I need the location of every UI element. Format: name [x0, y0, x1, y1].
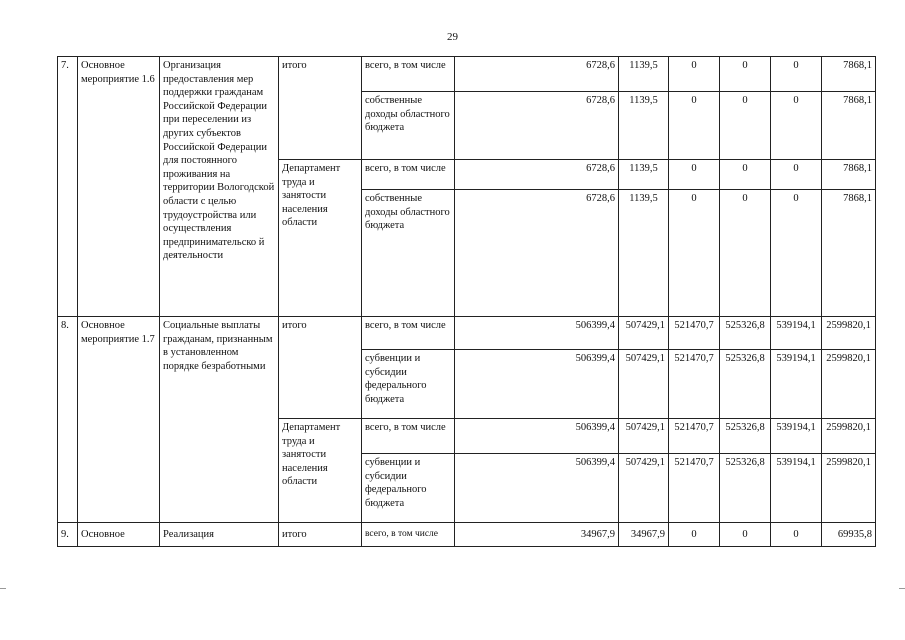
value-cell: 0: [720, 160, 771, 190]
value-cell: 34967,9: [455, 523, 619, 547]
value-cell: 539194,1: [771, 419, 822, 454]
value-cell: 2599820,1: [822, 317, 876, 350]
budget-table: [57, 56, 876, 547]
table-row: [58, 523, 876, 547]
value-cell: 0: [720, 57, 771, 92]
value-cell: 0: [669, 57, 720, 92]
value-cell: 507429,1: [619, 419, 669, 454]
value-cell: 525326,8: [720, 350, 771, 419]
value-cell: 507429,1: [619, 454, 669, 523]
value-cell: 521470,7: [669, 317, 720, 350]
value-cell: 0: [720, 523, 771, 547]
page-edge-mark: [899, 588, 905, 589]
page-number: 29: [447, 31, 458, 43]
value-cell: 6728,6: [455, 190, 619, 317]
value-cell: 7868,1: [822, 92, 876, 160]
table-row: [58, 57, 876, 92]
value-cell: 539194,1: [771, 350, 822, 419]
table-row: [58, 317, 876, 350]
measure-name: Основное мероприятие 1.6: [78, 57, 160, 317]
value-cell: 506399,4: [455, 317, 619, 350]
value-cell: 507429,1: [619, 350, 669, 419]
value-cell: 525326,8: [720, 454, 771, 523]
measure-description: Социальные выплаты гражданам, признанным в установленном порядке безработными: [160, 317, 279, 523]
responsible-department: Департамент труда и занятости населения области: [279, 419, 362, 523]
responsible-total: итого: [279, 317, 362, 419]
value-cell: 7868,1: [822, 190, 876, 317]
page-edge-mark: [0, 588, 6, 589]
value-cell: 1139,5: [619, 92, 669, 160]
funding-source: собственные доходы областного бюджета: [362, 190, 455, 317]
funding-source: собственные доходы областного бюджета: [362, 92, 455, 160]
value-cell: 6728,6: [455, 92, 619, 160]
value-cell: 1139,5: [619, 190, 669, 317]
responsible-total: итого: [279, 57, 362, 160]
value-cell: 0: [771, 57, 822, 92]
value-cell: 0: [669, 523, 720, 547]
value-cell: 0: [720, 190, 771, 317]
value-cell: 0: [771, 160, 822, 190]
funding-source: всего, в том числе: [362, 160, 455, 190]
value-cell: 521470,7: [669, 350, 720, 419]
value-cell: 0: [720, 92, 771, 160]
measure-description: Организация предоставления мер поддержки гражданам Российской Федерации при переселении из других субъектов Российской Федерации для постоянного проживания на территории Вологодской области с целью трудоустройства или осуществления предпринимательско й деятельности: [160, 57, 279, 317]
value-cell: 6728,6: [455, 57, 619, 92]
value-cell: 506399,4: [455, 454, 619, 523]
value-cell: 0: [669, 160, 720, 190]
funding-source: всего, в том числе: [362, 57, 455, 92]
funding-source: всего, в том числе: [362, 317, 455, 350]
value-cell: 539194,1: [771, 317, 822, 350]
value-cell: 0: [771, 190, 822, 317]
value-cell: 2599820,1: [822, 350, 876, 419]
row-number: 8.: [58, 317, 78, 523]
value-cell: 7868,1: [822, 57, 876, 92]
value-cell: 0: [771, 92, 822, 160]
value-cell: 0: [669, 190, 720, 317]
value-cell: 7868,1: [822, 160, 876, 190]
value-cell: 506399,4: [455, 419, 619, 454]
row-number: 9.: [58, 523, 78, 547]
value-cell: 525326,8: [720, 419, 771, 454]
value-cell: 506399,4: [455, 350, 619, 419]
funding-source: всего, в том числе: [362, 523, 455, 547]
row-number: 7.: [58, 57, 78, 317]
value-cell: 521470,7: [669, 454, 720, 523]
value-cell: 34967,9: [619, 523, 669, 547]
value-cell: 0: [771, 523, 822, 547]
value-cell: 1139,5: [619, 57, 669, 92]
value-cell: 6728,6: [455, 160, 619, 190]
value-cell: 0: [669, 92, 720, 160]
funding-source: всего, в том числе: [362, 419, 455, 454]
funding-source: субвенции и субсидии федерального бюджета: [362, 454, 455, 523]
measure-description: Реализация: [160, 523, 279, 547]
value-cell: 2599820,1: [822, 419, 876, 454]
measure-name: Основное: [78, 523, 160, 547]
value-cell: 539194,1: [771, 454, 822, 523]
value-cell: 2599820,1: [822, 454, 876, 523]
value-cell: 521470,7: [669, 419, 720, 454]
value-cell: 69935,8: [822, 523, 876, 547]
responsible-department: Департамент труда и занятости населения области: [279, 160, 362, 317]
value-cell: 507429,1: [619, 317, 669, 350]
responsible-total: итого: [279, 523, 362, 547]
value-cell: 1139,5: [619, 160, 669, 190]
value-cell: 525326,8: [720, 317, 771, 350]
measure-name: Основное мероприятие 1.7: [78, 317, 160, 523]
funding-source: субвенции и субсидии федерального бюджета: [362, 350, 455, 419]
